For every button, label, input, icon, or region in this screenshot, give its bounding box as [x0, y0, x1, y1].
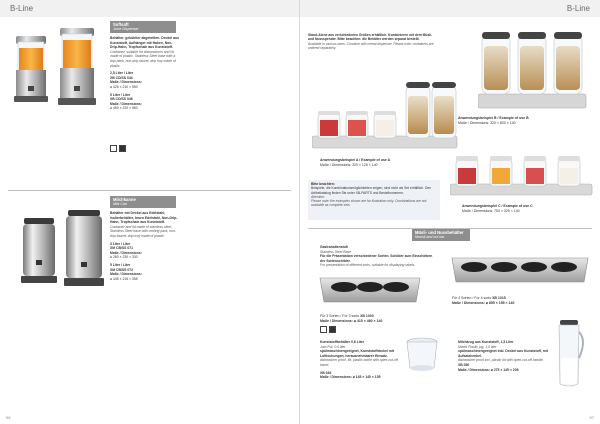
- example-a-image: [312, 78, 462, 158]
- milchkanne-title: Milchkanne: [113, 197, 136, 202]
- stackable-icon: [329, 326, 336, 333]
- intro-de: Stand-Alone aus verschiedenen Größen erhältlich. Kombinieren mit dem Müsli- und Nussspender. Bitte beachten: die Behälter werden separat bestellt.: [308, 33, 433, 42]
- bowl-image: [404, 334, 440, 374]
- muesli-sub1-desc-en: For presentation of different sorts, suitable for displaying labels.: [320, 263, 416, 268]
- milk-can-image: [18, 204, 108, 304]
- softsaft-v1-dim: ⌀ 425 × 210 × 550: [110, 84, 138, 89]
- intro-en: Available in various sizes. Combine with cereal dispenser. Please note: containers are ordered separately.: [308, 41, 434, 50]
- example-c-image: [450, 140, 595, 202]
- muesli-sub1-sub: Stainless Steel Base: [320, 249, 352, 254]
- tray-4-label: Für 4 Sorten / For 4 sorts: [452, 296, 492, 300]
- muesli-title: Müsli- und Nussbehälter: [415, 230, 464, 235]
- milchkanne-v2-volume: 5 Liter / Liter: [110, 262, 131, 267]
- tray-3-slot-image: [316, 272, 424, 312]
- softsaft-desc-de: Behälter, gekühlter abgeteilten. Deckel aus Kunststoff, Aufhänger mit Haken, Non-Drip-Hahn, Tropfschale aus Kunststoff.: [110, 36, 179, 50]
- milchkanne-tag: [110, 196, 176, 208]
- muesli-icons: [320, 326, 336, 333]
- juice-dispenser-image: [10, 22, 102, 112]
- example-c-title: Anwendungsbeispiel C / Example of use C: [462, 204, 533, 208]
- milchkanne-v1-dim-label: Maße / Dimensions:: [110, 250, 142, 255]
- tray-4-dim: Maße / Dimensions: ⌀ 855 × 155 × 140: [452, 300, 515, 305]
- cooling-icon: [119, 145, 126, 152]
- example-b-caption: [458, 116, 593, 125]
- softsaft-desc-en: Container, suitable for dishwashers and lid made of plastic. Stainless Steel base with a drip pack, non-drip-faucet, drip tray made of plastic.: [110, 49, 176, 68]
- milchkanne-subtitle: Milk Can: [113, 202, 127, 206]
- softsaft-icons: [110, 145, 126, 152]
- example-b-image: [478, 20, 588, 118]
- milchkanne-v2-dim-label: Maße / Dimensions:: [110, 272, 142, 277]
- tray-3-caption: [320, 314, 440, 323]
- bowl-text: [320, 340, 398, 380]
- softsaft-v2-code: XB CD/SS 046: [110, 97, 133, 102]
- softsaft-v1-dim-label: Maße / Dimensions:: [110, 80, 142, 85]
- softsaft-subtitle: Juice Dispenser: [113, 27, 139, 31]
- note-de: Beispiele, die Kombinationsmöglichkeiten zeigen, sind nicht als Set erhältlich. Den Artikelkatalog finden Sie unter XB-PARTS und Bestellnummern.: [311, 186, 432, 195]
- pitcher-image: [554, 318, 588, 390]
- pitcher-dim: Maße / Dimensions: ⌀ 275 × 145 × 205: [458, 367, 519, 372]
- milchkanne-v2-code: XM CB/SS 072: [110, 267, 133, 272]
- softsaft-text: [110, 36, 180, 111]
- softsaft-v2-dim-label: Maße / Dimensions:: [110, 101, 142, 106]
- pitcher-desc-en: dishwasher proof incl. plastic lid with open-cut-off handle.: [458, 358, 544, 363]
- dishwasher-icon: [320, 326, 327, 333]
- note-title: Bitte beachten:: [311, 182, 335, 186]
- right-page: [300, 0, 600, 424]
- bowl-dim: Maße / Dimensions: ⌀ 145 × 145 × 155: [320, 375, 381, 380]
- pitcher-code: XB 050: [458, 362, 470, 367]
- milchkanne-v1-code: XM CB/SS 071: [110, 246, 133, 251]
- left-page-number: 96: [6, 415, 11, 420]
- softsaft-title: Softsaft: [113, 22, 129, 27]
- example-c-caption: [462, 204, 592, 213]
- bowl-title: Kunststoffbehälter 0,6 Liter: [320, 340, 365, 344]
- softsaft-v1-code: XB CD/SS 044: [110, 75, 133, 80]
- milchkanne-v1-volume: 3 Liter / Liter: [110, 241, 131, 246]
- example-b-title: Anwendungsbeispiel B / Example of use B: [458, 116, 529, 120]
- pitcher-sub: Mixed Plastic jug, 1,5 liter: [458, 344, 497, 349]
- muesli-sub1-desc-de: Für die Präsentation verschiedener Sorten. Schilder zum Einschieben der Sortenschilder.: [320, 254, 433, 263]
- milchkanne-desc-en: Container and lid made of stainless steel, Stainless Steel base with cooling pack, non-drip-faucet, drip tray made of plastic.: [110, 224, 177, 238]
- right-header-title: B-Line: [566, 4, 590, 13]
- bowl-code: XB 049: [320, 370, 332, 375]
- milchkanne-v2-dim: ⌀ 445 × 215 × 355: [110, 276, 138, 281]
- pitcher-title: Milchkrug aus Kunststoff, 1,5 Liter: [458, 340, 514, 344]
- left-page-header: [0, 0, 299, 17]
- tray-3-label: Für 3 Sorten / For 3 sorts: [320, 314, 360, 318]
- tray-4-slot-image: [448, 252, 593, 292]
- example-a-dim: Maße / Dimensions: 320 × 125 × 140: [320, 162, 378, 167]
- muesli-tag: [412, 229, 470, 241]
- example-a-title: Anwendungsbeispiel A / Example of use A: [320, 158, 391, 162]
- bowl-desc-en: dishwasher proof, lid, plastic bottle with open-cut-off insert.: [320, 358, 398, 367]
- dishwasher-icon: [110, 145, 117, 152]
- softsaft-v2-volume: 5 Liter / Liter: [110, 92, 131, 97]
- muesli-sub1-title: Gastrahaltenstufi: [320, 245, 348, 249]
- right-page-header: [300, 0, 600, 17]
- tray-3-code: XB 1000: [360, 314, 374, 318]
- milchkanne-desc-de: Behälter mit Deckel aus Edelstahl, Isolierbehälter, Innen Edelstahl, Non-Drip-Hahn, Tropfschale aus Kunststoff.: [110, 211, 178, 225]
- softsaft-tag: [110, 21, 176, 33]
- right-page-number: 97: [589, 415, 594, 420]
- softsaft-v2-dim: ⌀ 450 × 220 × 550: [110, 106, 138, 111]
- left-separator: [8, 190, 291, 191]
- intro-text: [308, 33, 438, 50]
- tray-4-caption: [452, 296, 592, 305]
- muesli-sub1-text: [320, 245, 435, 268]
- milchkanne-v1-dim: ⌀ 260 × 230 × 330: [110, 255, 138, 260]
- bowl-sub: Jam Pot, 0.6 liter: [320, 344, 346, 349]
- softsaft-v1-volume: 2,5 Liter / Liter: [110, 71, 134, 76]
- example-c-dim: Maße / Dimensions: 750 × 325 × 140: [462, 208, 520, 213]
- pitcher-text: [458, 340, 550, 372]
- muesli-subtitle: Muesli and nut bar: [415, 235, 445, 239]
- note-en: Please note: the examples shown are for illustration only. Combinations are not available as complete sets.: [311, 199, 427, 208]
- left-header-title: B-Line: [10, 4, 34, 13]
- example-b-dim: Maße / Dimensions: 320 × 800 × 140: [458, 120, 516, 125]
- note-text: [311, 182, 437, 208]
- milchkanne-text: [110, 211, 180, 281]
- pitcher-desc-de: spülmaschinengeeignet inkl. Deckel aus Kunststoff, mit Aufsatzhenkel.: [458, 349, 548, 358]
- bowl-desc-de: spülmaschinengeeignet, Kunststoffdeckel mit Luftlochungen, herausnehmbarer Einsatz.: [320, 349, 395, 358]
- note-en-title: Attention:: [311, 194, 325, 199]
- tray-4-code: XB 1015: [492, 296, 506, 300]
- example-a-caption: [320, 158, 450, 167]
- tray-3-dim: Maße / Dimensions: ⌀ 415 × 460 × 140: [320, 318, 383, 323]
